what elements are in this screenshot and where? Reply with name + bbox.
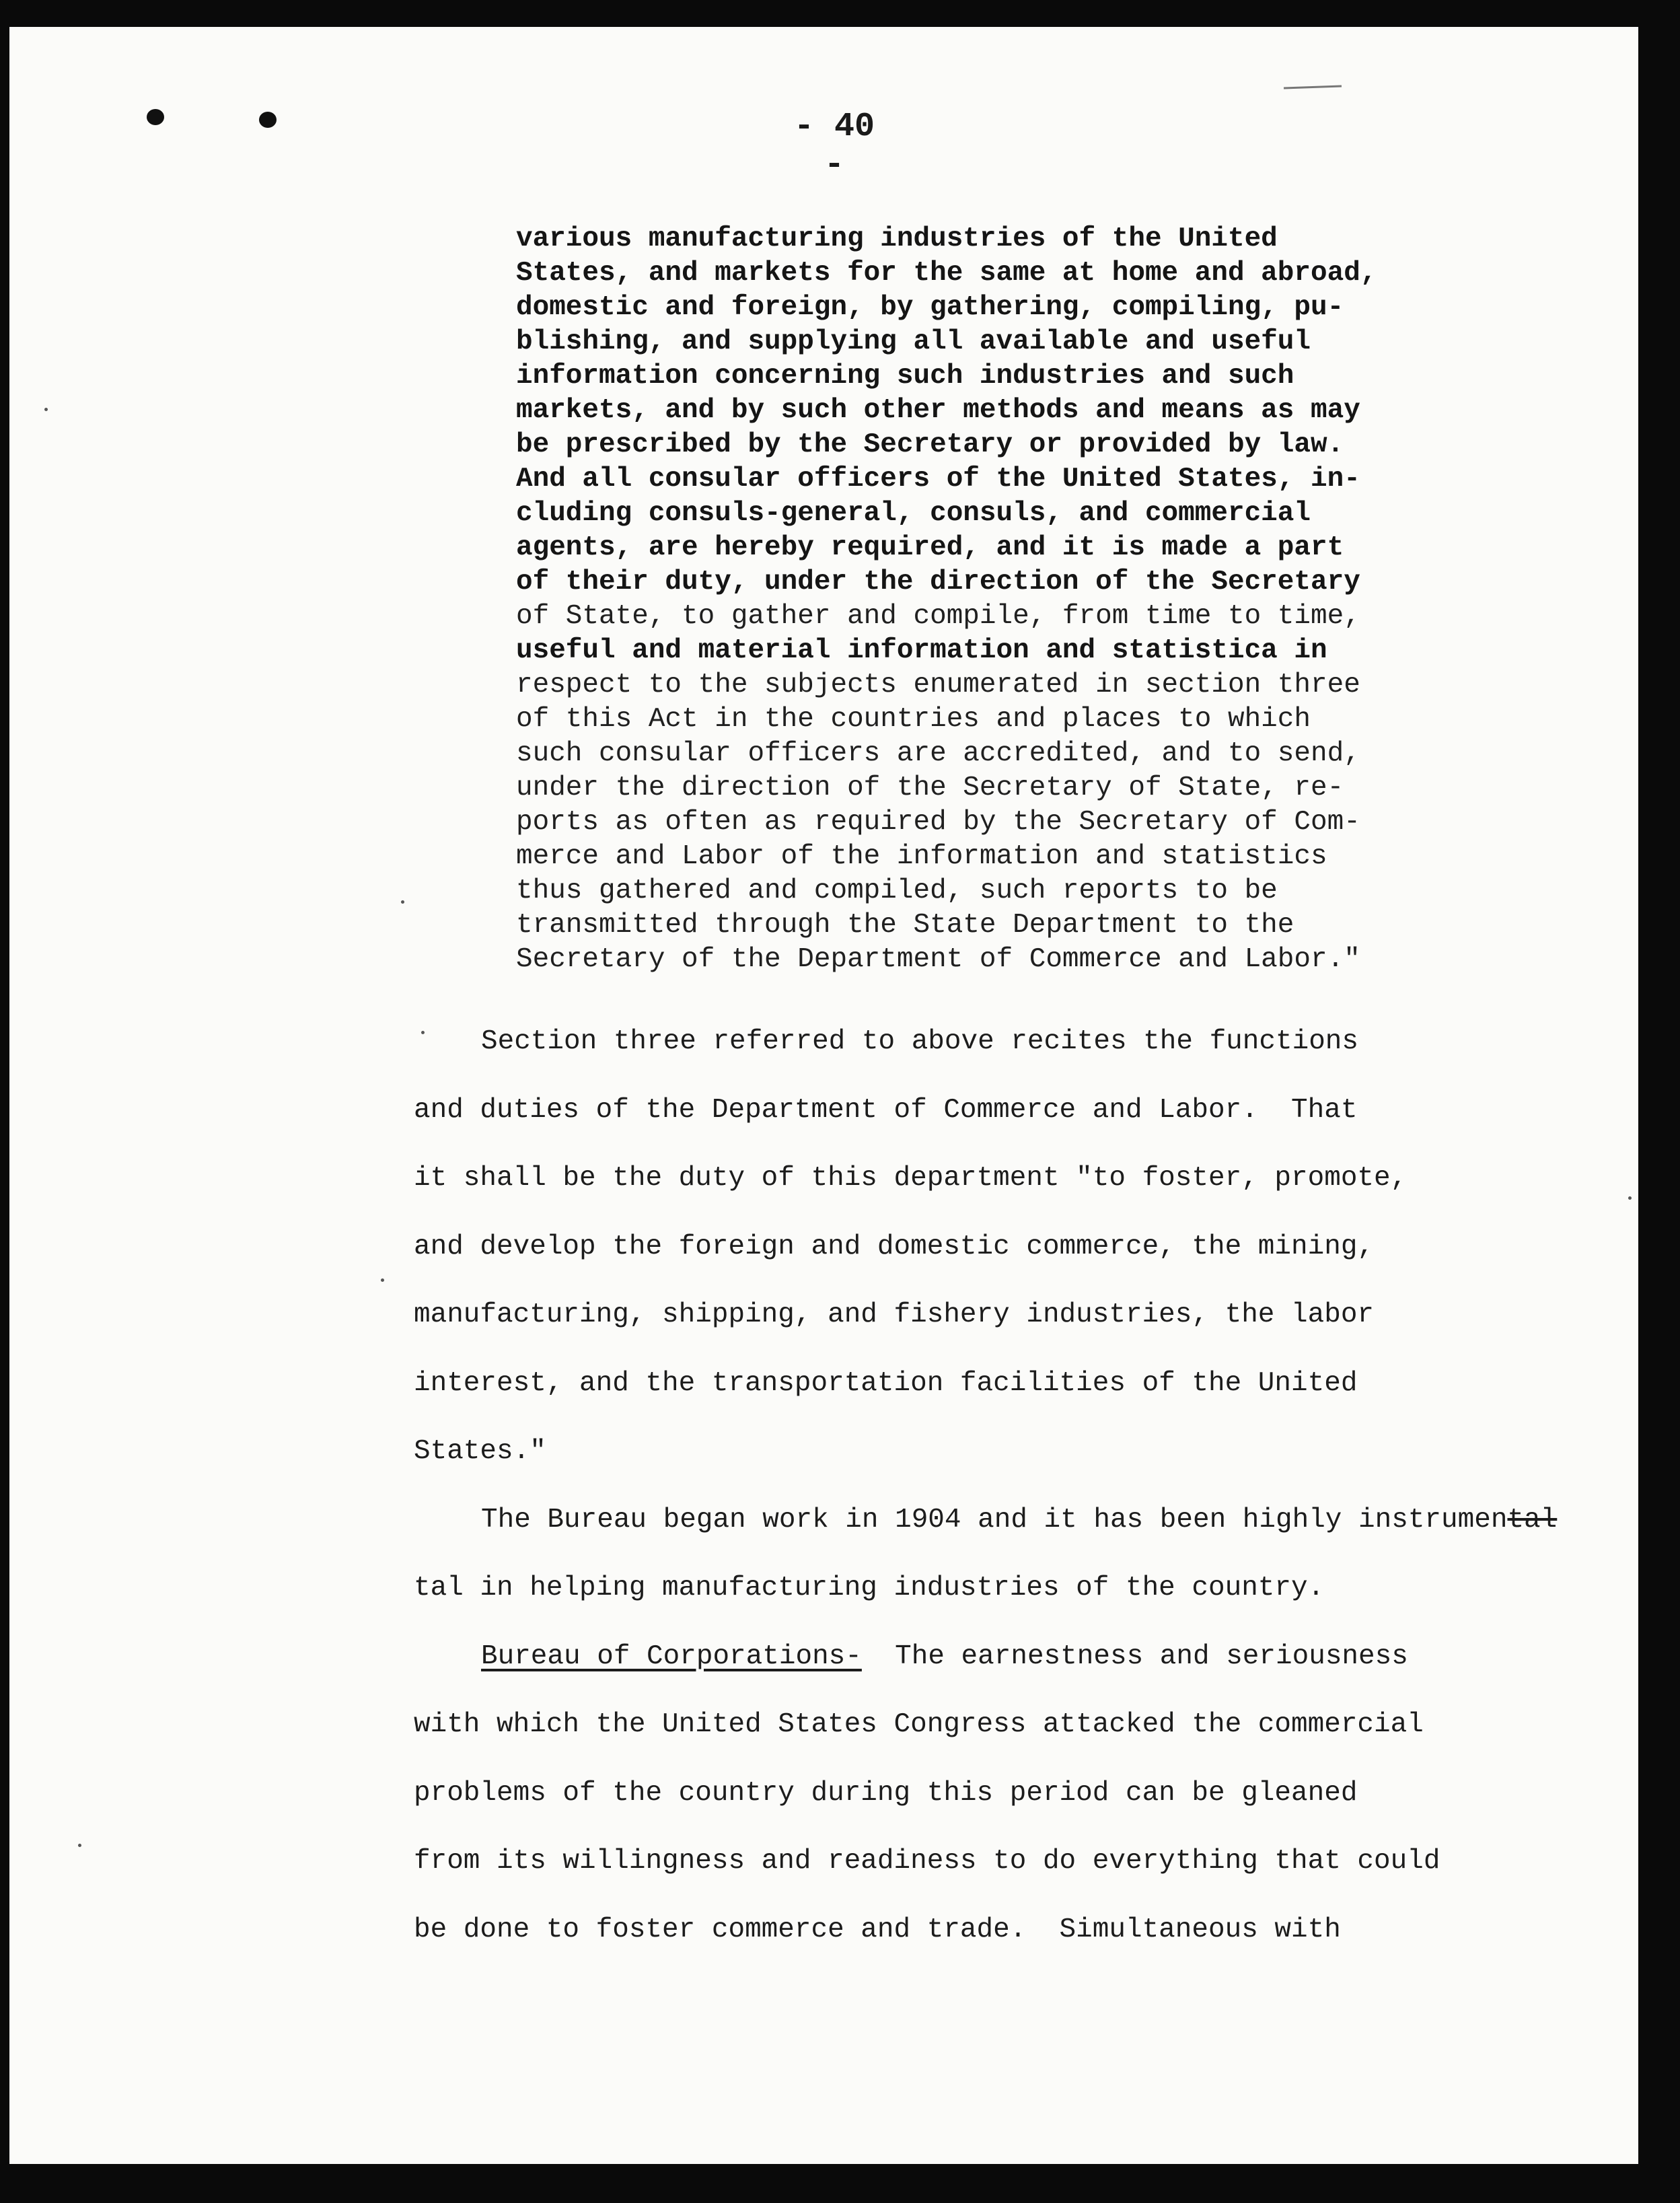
quote-line: transmitted through the State Department to the	[516, 910, 1294, 941]
quote-line: markets, and by such other methods and means as may	[516, 395, 1360, 426]
scan-border-bottom	[0, 2164, 1680, 2203]
body-line: from its willingness and readiness to do everything that could	[414, 1846, 1440, 1877]
body-line-text: The earnestness and seriousness	[861, 1640, 1408, 1672]
body-line: States."	[414, 1436, 546, 1467]
section-heading: Bureau of Corporations-	[481, 1640, 862, 1672]
quote-line: respect to the subjects enumerated in section three	[516, 670, 1360, 700]
quote-line: of this Act in the countries and places to which	[516, 704, 1311, 735]
body-text	[414, 1008, 1625, 1964]
quote-line: cluding consuls-general, consuls, and commercial	[516, 498, 1311, 529]
body-line: manufacturing, shipping, and fishery industries, the labor	[414, 1299, 1375, 1330]
scan-speck	[78, 1844, 81, 1847]
quote-line: agents, are hereby required, and it is made a part	[516, 532, 1344, 563]
scan-border-right	[1638, 0, 1680, 2203]
quote-line: of their duty, under the direction of the Secretary	[516, 567, 1360, 598]
body-line: and develop the foreign and domestic commerce, the mining,	[414, 1231, 1375, 1262]
quote-line: And all consular officers of the United States, in-	[516, 464, 1360, 495]
body-line: tal in helping manufacturing industries of the country.	[414, 1573, 1325, 1603]
quote-line: ports as often as required by the Secretary of Com-	[516, 807, 1360, 838]
body-line: with which the United States Congress attacked the commercial	[414, 1709, 1424, 1740]
quote-line: merce and Labor of the information and statistics	[516, 841, 1327, 872]
quote-line: thus gathered and compiled, such reports to be	[516, 875, 1278, 906]
scan-speck	[401, 900, 404, 904]
body-line: problems of the country during this period can be gleaned	[414, 1777, 1358, 1809]
quote-line: Secretary of the Department of Commerce and Labor."	[516, 944, 1360, 975]
scan-border-left	[0, 0, 9, 2203]
body-line	[414, 1623, 1625, 1692]
quote-line: of State, to gather and compile, from time to time,	[516, 601, 1360, 632]
body-line: and duties of the Department of Commerce and Labor. That	[414, 1094, 1358, 1126]
punch-hole-left	[147, 109, 164, 125]
struck-text: tal	[1507, 1504, 1558, 1536]
scan-speck	[44, 408, 48, 411]
quote-line: such consular officers are accredited, and to send,	[516, 738, 1360, 769]
body-line: Section three referred to above recites the functions	[481, 1026, 1359, 1057]
page-number: - 40 -	[793, 108, 875, 184]
scan-speck	[381, 1278, 384, 1282]
punch-hole-right	[259, 112, 277, 128]
quote-line: under the direction of the Secretary of State, re-	[516, 772, 1344, 803]
quoted-statute	[516, 222, 1458, 977]
quote-line: blishing, and supplying all available and useful	[516, 326, 1311, 357]
body-line: it shall be the duty of this department "to foster, promote,	[414, 1163, 1408, 1194]
scan-border-top	[0, 0, 1680, 27]
scan-speck	[1628, 1196, 1632, 1200]
quote-line: useful and material information and statistica in	[516, 635, 1327, 666]
body-line: be done to foster commerce and trade. Simultaneous with	[414, 1914, 1341, 1945]
body-line-text: The Bureau began work in 1904 and it has been highly instrumen	[481, 1504, 1508, 1536]
quote-line: information concerning such industries and such	[516, 361, 1294, 392]
quote-line: various manufacturing industries of the United	[516, 223, 1278, 254]
body-line	[414, 1486, 1625, 1555]
body-line: interest, and the transportation facilities of the United	[414, 1367, 1358, 1399]
quote-line: States, and markets for the same at home and abroad,	[516, 258, 1377, 289]
quote-line: domestic and foreign, by gathering, compiling, pu-	[516, 292, 1344, 323]
quote-line: be prescribed by the Secretary or provided by law.	[516, 429, 1344, 460]
